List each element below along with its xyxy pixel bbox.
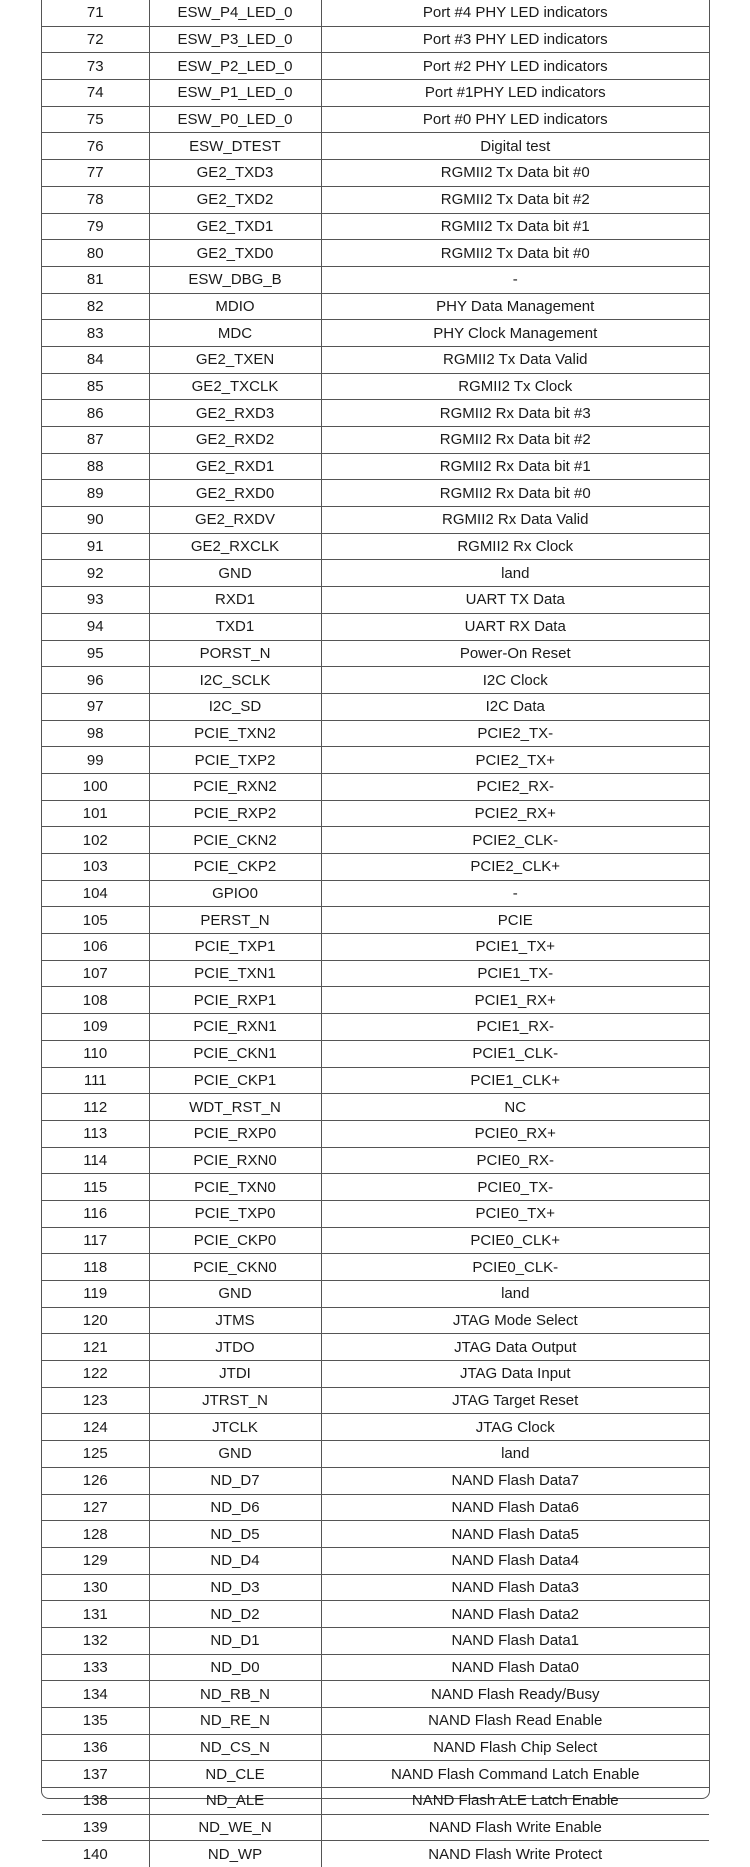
table-row: [42, 1441, 709, 1468]
pin-number-cell: 97: [42, 693, 149, 720]
table-row: [42, 827, 709, 854]
signal-name-cell: PCIE_RXN2: [149, 773, 321, 800]
table-row: [42, 507, 709, 534]
pin-number-cell: 122: [42, 1361, 149, 1388]
signal-name-cell: GE2_TXD0: [149, 240, 321, 267]
description-cell: PCIE0_RX-: [321, 1147, 709, 1174]
pin-number-cell: 138: [42, 1788, 149, 1815]
pin-number-cell: 88: [42, 453, 149, 480]
table-row: [42, 1307, 709, 1334]
signal-name-cell: I2C_SD: [149, 693, 321, 720]
table-row: [42, 1040, 709, 1067]
table-row: [42, 1174, 709, 1201]
signal-name-cell: PCIE_TXP0: [149, 1200, 321, 1227]
table-row: [42, 640, 709, 667]
signal-name-cell: ESW_P2_LED_0: [149, 53, 321, 80]
signal-name-cell: PCIE_CKP1: [149, 1067, 321, 1094]
signal-name-cell: ND_D0: [149, 1654, 321, 1681]
signal-name-cell: GE2_TXD3: [149, 160, 321, 187]
table-row: [42, 747, 709, 774]
description-cell: RGMII2 Rx Clock: [321, 533, 709, 560]
description-cell: RGMII2 Rx Data bit #3: [321, 400, 709, 427]
table-row: [42, 1814, 709, 1841]
signal-name-cell: PCIE_CKN2: [149, 827, 321, 854]
signal-name-cell: ESW_P0_LED_0: [149, 106, 321, 133]
pin-number-cell: 79: [42, 213, 149, 240]
pin-number-cell: 127: [42, 1494, 149, 1521]
signal-name-cell: ND_D2: [149, 1601, 321, 1628]
description-cell: land: [321, 1281, 709, 1308]
table-row: [42, 1387, 709, 1414]
signal-name-cell: JTCLK: [149, 1414, 321, 1441]
signal-name-cell: MDC: [149, 320, 321, 347]
signal-name-cell: ND_D1: [149, 1627, 321, 1654]
description-cell: RGMII2 Tx Data bit #0: [321, 160, 709, 187]
signal-name-cell: PCIE_CKP2: [149, 854, 321, 881]
table-row: [42, 613, 709, 640]
signal-name-cell: PCIE_TXN2: [149, 720, 321, 747]
description-cell: PCIE: [321, 907, 709, 934]
signal-name-cell: GE2_TXCLK: [149, 373, 321, 400]
signal-name-cell: ND_RE_N: [149, 1708, 321, 1735]
pin-number-cell: 137: [42, 1761, 149, 1788]
signal-name-cell: ESW_DBG_B: [149, 266, 321, 293]
description-cell: RGMII2 Rx Data bit #2: [321, 427, 709, 454]
signal-name-cell: JTRST_N: [149, 1387, 321, 1414]
pin-number-cell: 96: [42, 667, 149, 694]
signal-name-cell: PORST_N: [149, 640, 321, 667]
signal-name-cell: GE2_TXD2: [149, 186, 321, 213]
pin-number-cell: 110: [42, 1040, 149, 1067]
pin-number-cell: 111: [42, 1067, 149, 1094]
pin-number-cell: 105: [42, 907, 149, 934]
signal-name-cell: MDIO: [149, 293, 321, 320]
table-row: [42, 346, 709, 373]
description-cell: NAND Flash Write Protect: [321, 1841, 709, 1867]
pin-number-cell: 77: [42, 160, 149, 187]
table-row: [42, 854, 709, 881]
pin-number-cell: 93: [42, 587, 149, 614]
description-cell: NAND Flash Read Enable: [321, 1708, 709, 1735]
table-row: [42, 720, 709, 747]
signal-name-cell: ESW_P4_LED_0: [149, 0, 321, 26]
pin-number-cell: 107: [42, 960, 149, 987]
table-row: [42, 1681, 709, 1708]
signal-name-cell: PCIE_CKN0: [149, 1254, 321, 1281]
table-row: [42, 106, 709, 133]
description-cell: NAND Flash Data5: [321, 1521, 709, 1548]
signal-name-cell: GND: [149, 560, 321, 587]
pin-number-cell: 94: [42, 613, 149, 640]
table-row: [42, 480, 709, 507]
table-row: [42, 133, 709, 160]
table-row: [42, 1120, 709, 1147]
table-row: [42, 533, 709, 560]
table-row: [42, 0, 709, 26]
description-cell: NAND Flash ALE Latch Enable: [321, 1788, 709, 1815]
description-cell: JTAG Mode Select: [321, 1307, 709, 1334]
table-row: [42, 1601, 709, 1628]
signal-name-cell: GE2_TXEN: [149, 346, 321, 373]
table-row: [42, 587, 709, 614]
table-row: [42, 907, 709, 934]
description-cell: PCIE0_CLK-: [321, 1254, 709, 1281]
description-cell: RGMII2 Rx Data Valid: [321, 507, 709, 534]
signal-name-cell: GND: [149, 1441, 321, 1468]
table-row: [42, 1654, 709, 1681]
pin-number-cell: 124: [42, 1414, 149, 1441]
description-cell: RGMII2 Tx Data bit #2: [321, 186, 709, 213]
table-row: [42, 240, 709, 267]
pin-number-cell: 103: [42, 854, 149, 881]
description-cell: I2C Clock: [321, 667, 709, 694]
description-cell: NAND Flash Command Latch Enable: [321, 1761, 709, 1788]
pin-number-cell: 113: [42, 1120, 149, 1147]
description-cell: NAND Flash Data4: [321, 1547, 709, 1574]
signal-name-cell: ND_WP: [149, 1841, 321, 1867]
pin-number-cell: 85: [42, 373, 149, 400]
signal-name-cell: GE2_RXCLK: [149, 533, 321, 560]
table-row: [42, 26, 709, 53]
description-cell: PHY Clock Management: [321, 320, 709, 347]
description-cell: Digital test: [321, 133, 709, 160]
signal-name-cell: GE2_RXD2: [149, 427, 321, 454]
table-row: [42, 53, 709, 80]
pin-number-cell: 133: [42, 1654, 149, 1681]
signal-name-cell: JTDI: [149, 1361, 321, 1388]
pin-number-cell: 81: [42, 266, 149, 293]
description-cell: JTAG Data Output: [321, 1334, 709, 1361]
pin-number-cell: 132: [42, 1627, 149, 1654]
description-cell: RGMII2 Tx Data bit #0: [321, 240, 709, 267]
pin-number-cell: 71: [86, 4, 104, 22]
signal-name-cell: PCIE_CKP0: [149, 1227, 321, 1254]
description-cell: I2C Data: [321, 693, 709, 720]
signal-name-cell: ESW_DTEST: [149, 133, 321, 160]
table-row: [42, 293, 709, 320]
description-cell: NAND Flash Chip Select: [321, 1734, 709, 1761]
pin-number-cell: 117: [42, 1227, 149, 1254]
description-cell: PCIE0_RX+: [321, 1120, 709, 1147]
pin-number-cell: 108: [42, 987, 149, 1014]
pin-number-cell: 120: [42, 1307, 149, 1334]
table-row: [42, 1494, 709, 1521]
table-row: [42, 1708, 709, 1735]
description-cell: PCIE2_CLK-: [321, 827, 709, 854]
pin-number-cell: 100: [42, 773, 149, 800]
signal-name-cell: PCIE_RXP0: [149, 1120, 321, 1147]
pin-number-cell: 125: [42, 1441, 149, 1468]
pin-number-cell: 87: [42, 427, 149, 454]
signal-name-cell: PCIE_TXN0: [149, 1174, 321, 1201]
pin-number-cell: 75: [42, 106, 149, 133]
description-cell: RGMII2 Tx Clock: [321, 373, 709, 400]
signal-name-cell: PCIE_RXP1: [149, 987, 321, 1014]
table-row: [42, 667, 709, 694]
pin-number-cell: 89: [42, 480, 149, 507]
pin-number-cell: 98: [42, 720, 149, 747]
signal-name-cell: ND_D5: [149, 1521, 321, 1548]
table-row: [42, 1361, 709, 1388]
pin-number-cell: 74: [42, 80, 149, 107]
pin-number-cell: 119: [42, 1281, 149, 1308]
description-cell: PCIE2_RX+: [321, 800, 709, 827]
table-row: [42, 1014, 709, 1041]
pin-number-cell: 99: [42, 747, 149, 774]
description-cell: JTAG Clock: [321, 1414, 709, 1441]
pin-number-cell: 86: [42, 400, 149, 427]
description-cell: Port #1PHY LED indicators: [321, 80, 709, 107]
signal-name-cell: PCIE_RXP2: [149, 800, 321, 827]
signal-name-cell: TXD1: [149, 613, 321, 640]
description-cell: Port #3 PHY LED indicators: [321, 26, 709, 53]
pin-number-cell: 114: [42, 1147, 149, 1174]
table-row: [42, 1547, 709, 1574]
signal-name-cell: PCIE_RXN1: [149, 1014, 321, 1041]
table-row: [42, 1200, 709, 1227]
table-row: [42, 80, 709, 107]
description-cell: land: [321, 1441, 709, 1468]
signal-name-cell: ESW_P3_LED_0: [149, 26, 321, 53]
signal-name-cell: ND_D6: [149, 1494, 321, 1521]
signal-name-cell: GPIO0: [149, 880, 321, 907]
table-row: [42, 1147, 709, 1174]
table-row: [42, 160, 709, 187]
description-cell: PCIE1_CLK-: [321, 1040, 709, 1067]
description-cell: Power-On Reset: [321, 640, 709, 667]
pin-number-cell: 84: [42, 346, 149, 373]
signal-name-cell: ND_ALE: [149, 1788, 321, 1815]
description-cell: PCIE2_TX-: [321, 720, 709, 747]
signal-name-cell: PCIE_TXP1: [149, 934, 321, 961]
signal-name-cell: JTMS: [149, 1307, 321, 1334]
signal-name-cell: ND_WE_N: [149, 1814, 321, 1841]
table-row: [42, 1627, 709, 1654]
table-row: [42, 1841, 709, 1867]
signal-name-cell: ND_RB_N: [149, 1681, 321, 1708]
description-cell: JTAG Target Reset: [321, 1387, 709, 1414]
table-row: [42, 800, 709, 827]
pin-number-cell: 82: [42, 293, 149, 320]
pin-number-cell: 128: [42, 1521, 149, 1548]
pin-number-cell: 115: [42, 1174, 149, 1201]
table-row: [42, 1414, 709, 1441]
description-cell: NAND Flash Write Enable: [321, 1814, 709, 1841]
signal-name-cell: ND_CLE: [149, 1761, 321, 1788]
description-cell: PCIE1_RX-: [321, 1014, 709, 1041]
pin-number-cell: 101: [42, 800, 149, 827]
signal-name-cell: PCIE_TXN1: [149, 960, 321, 987]
signal-name-cell: ND_D4: [149, 1547, 321, 1574]
table-row: [42, 1254, 709, 1281]
description-cell: PCIE1_TX+: [321, 934, 709, 961]
table-row: [42, 1281, 709, 1308]
pin-number-cell: 109: [42, 1014, 149, 1041]
pin-table: [42, 0, 709, 1867]
table-row: [42, 266, 709, 293]
pin-table-body: [42, 0, 709, 1867]
pin-number-cell: 139: [42, 1814, 149, 1841]
table-row: [42, 1094, 709, 1121]
signal-name-cell: PCIE_RXN0: [149, 1147, 321, 1174]
table-row: [42, 987, 709, 1014]
table-row: [42, 960, 709, 987]
pin-number-cell: 106: [42, 934, 149, 961]
pin-number-cell: 136: [42, 1734, 149, 1761]
signal-name-cell: WDT_RST_N: [149, 1094, 321, 1121]
signal-name-cell: PERST_N: [149, 907, 321, 934]
description-cell: PCIE2_CLK+: [321, 854, 709, 881]
table-row: [42, 1734, 709, 1761]
table-row: [42, 373, 709, 400]
signal-name-cell: GE2_RXDV: [149, 507, 321, 534]
description-cell: PCIE1_TX-: [321, 960, 709, 987]
signal-name-cell: RXD1: [149, 587, 321, 614]
signal-name-cell: ND_CS_N: [149, 1734, 321, 1761]
pin-number-cell: 102: [42, 827, 149, 854]
description-cell: JTAG Data Input: [321, 1361, 709, 1388]
description-cell: PCIE0_CLK+: [321, 1227, 709, 1254]
table-row: [42, 1574, 709, 1601]
pin-number-cell: 80: [42, 240, 149, 267]
description-cell: NAND Flash Data0: [321, 1654, 709, 1681]
signal-name-cell: GE2_RXD3: [149, 400, 321, 427]
description-cell: UART RX Data: [321, 613, 709, 640]
description-cell: NAND Flash Ready/Busy: [321, 1681, 709, 1708]
table-row: [42, 427, 709, 454]
description-cell: land: [321, 560, 709, 587]
description-cell: NAND Flash Data3: [321, 1574, 709, 1601]
description-cell: UART TX Data: [321, 587, 709, 614]
pin-number-cell: 130: [42, 1574, 149, 1601]
pin-number-cell: 73: [42, 53, 149, 80]
pin-number-cell: 95: [42, 640, 149, 667]
pin-number-cell: 131: [42, 1601, 149, 1628]
table-row: [42, 1788, 709, 1815]
table-row: [42, 1467, 709, 1494]
signal-name-cell: PCIE_TXP2: [149, 747, 321, 774]
table-row: [42, 1521, 709, 1548]
description-cell: -: [321, 266, 709, 293]
description-cell: PCIE2_TX+: [321, 747, 709, 774]
pin-number-cell: 129: [42, 1547, 149, 1574]
signal-name-cell: JTDO: [149, 1334, 321, 1361]
description-cell: NAND Flash Data2: [321, 1601, 709, 1628]
description-cell: Port #2 PHY LED indicators: [321, 53, 709, 80]
pin-number-cell: 78: [42, 186, 149, 213]
description-cell: PCIE1_CLK+: [321, 1067, 709, 1094]
description-cell: PCIE2_RX-: [321, 773, 709, 800]
pin-number-cell: 92: [42, 560, 149, 587]
table-row: [42, 453, 709, 480]
description-cell: Port #4 PHY LED indicators: [321, 0, 709, 26]
description-cell: RGMII2 Rx Data bit #1: [321, 453, 709, 480]
description-cell: PHY Data Management: [321, 293, 709, 320]
signal-name-cell: PCIE_CKN1: [149, 1040, 321, 1067]
pin-number-cell: 112: [42, 1094, 149, 1121]
signal-name-cell: ND_D3: [149, 1574, 321, 1601]
description-cell: RGMII2 Tx Data bit #1: [321, 213, 709, 240]
description-cell: NC: [321, 1094, 709, 1121]
table-row: [42, 1227, 709, 1254]
pin-number-cell: 91: [42, 533, 149, 560]
signal-name-cell: ND_D7: [149, 1467, 321, 1494]
pin-number-cell: 123: [42, 1387, 149, 1414]
pin-number-cell: 116: [42, 1200, 149, 1227]
pin-table-container: [41, 0, 710, 1863]
signal-name-cell: GE2_RXD1: [149, 453, 321, 480]
pin-number-cell: 83: [42, 320, 149, 347]
table-row: [42, 186, 709, 213]
table-row: [42, 400, 709, 427]
signal-name-cell: ESW_P1_LED_0: [149, 80, 321, 107]
pin-number-cell: 104: [42, 880, 149, 907]
table-row: [42, 773, 709, 800]
table-row: [42, 1334, 709, 1361]
pin-number-cell: 76: [42, 133, 149, 160]
pin-number-cell: 72: [42, 26, 149, 53]
pin-number-cell: 121: [42, 1334, 149, 1361]
pin-number-cell: 135: [42, 1708, 149, 1735]
table-row: [42, 693, 709, 720]
table-row: [42, 934, 709, 961]
pin-number-cell: 126: [42, 1467, 149, 1494]
description-cell: PCIE0_TX-: [321, 1174, 709, 1201]
pin-number-cell: 140: [42, 1841, 149, 1867]
description-cell: RGMII2 Tx Data Valid: [321, 346, 709, 373]
signal-name-cell: I2C_SCLK: [149, 667, 321, 694]
table-row: [42, 880, 709, 907]
signal-name-cell: GND: [149, 1281, 321, 1308]
description-cell: Port #0 PHY LED indicators: [321, 106, 709, 133]
description-cell: NAND Flash Data7: [321, 1467, 709, 1494]
table-row: [42, 1761, 709, 1788]
pin-number-cell: 118: [42, 1254, 149, 1281]
table-row: [42, 560, 709, 587]
signal-name-cell: GE2_TXD1: [149, 213, 321, 240]
description-cell: PCIE1_RX+: [321, 987, 709, 1014]
pin-number-cell: 134: [42, 1681, 149, 1708]
description-cell: RGMII2 Rx Data bit #0: [321, 480, 709, 507]
table-row: [42, 213, 709, 240]
description-cell: NAND Flash Data1: [321, 1627, 709, 1654]
table-row: [42, 1067, 709, 1094]
pin-number-cell: 90: [42, 507, 149, 534]
table-row: [42, 320, 709, 347]
description-cell: -: [321, 880, 709, 907]
description-cell: NAND Flash Data6: [321, 1494, 709, 1521]
description-cell: PCIE0_TX+: [321, 1200, 709, 1227]
signal-name-cell: GE2_RXD0: [149, 480, 321, 507]
